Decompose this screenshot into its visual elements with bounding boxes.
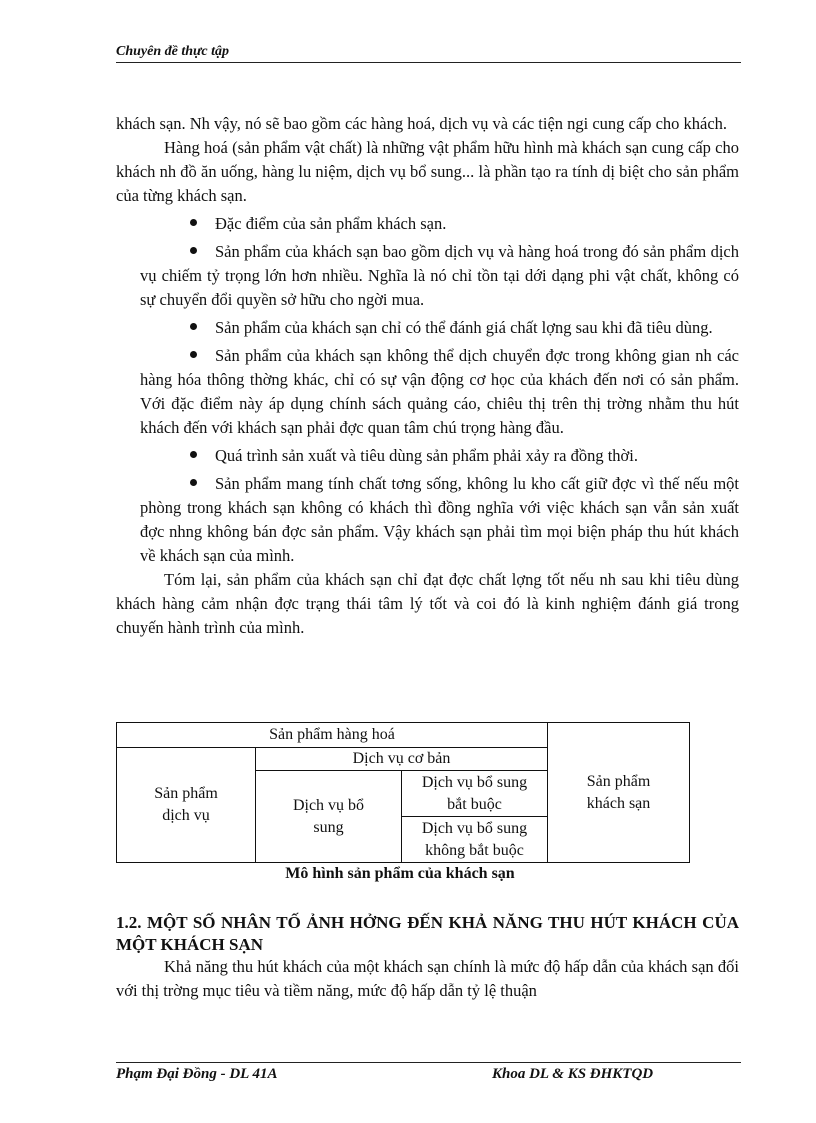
bullet-item bbox=[140, 444, 739, 468]
bullet-icon bbox=[190, 479, 197, 486]
hotel-product-cell: Sản phẩm khách sạn bbox=[547, 722, 690, 863]
bullet-text: Đặc điểm của sản phẩm khách sạn. bbox=[215, 214, 447, 233]
bullet-icon bbox=[190, 247, 197, 254]
bullet-text: Sản phẩm mang tính chất tơng sống, không lu kho cất giữ đợc vì thế nếu một phòng trong khách sạn không có khách thì đồng nghĩa với việc khách sạn vẫn sản xuất đợc nhng không bán đợc sản phẩm. Vậy khách sạn phải tìm mọi biện pháp thu hút khách về khách sạn của mình. bbox=[140, 474, 739, 565]
bullet-icon bbox=[190, 451, 197, 458]
mandatory-extra-cell: Dịch vụ bổ sung bắt buộc bbox=[401, 770, 548, 817]
bullet-item bbox=[140, 316, 739, 340]
diagram-caption: Mô hình sản phẩm của khách sạn bbox=[285, 865, 515, 882]
bullet-icon bbox=[190, 351, 197, 358]
header-divider bbox=[116, 62, 741, 63]
footer-divider bbox=[116, 1062, 741, 1063]
goods-cell: Sản phẩm hàng hoá bbox=[116, 722, 548, 748]
summary-paragraph: Tóm lại, sản phẩm của khách sạn chỉ đạt đợc chất lợng tốt nếu nh sau khi tiêu dùng khách hàng cảm nhận đợc trạng thái tâm lý tốt và coi đó là kinh nghiệm đánh giá trong chuyến hành trình của mình. bbox=[116, 570, 739, 637]
bullet-item bbox=[140, 472, 739, 568]
body-content bbox=[116, 112, 739, 640]
extra-service-cell: Dịch vụ bổ sung bbox=[255, 770, 402, 863]
paragraph-1: khách sạn. Nh vậy, nó sẽ bao gồm các hàng hoá, dịch vụ và các tiện ngi cung cấp cho khách. bbox=[116, 114, 728, 133]
bullet-icon bbox=[190, 323, 197, 330]
bullet-text: Quá trình sản xuất và tiêu dùng sản phẩm phải xảy ra đồng thời. bbox=[215, 446, 638, 465]
page-header: Chuyên đề thực tập bbox=[116, 44, 230, 59]
footer-faculty: Khoa DL & KS ĐHKTQD bbox=[492, 1066, 654, 1082]
paragraph-2: Hàng hoá (sản phẩm vật chất) là những vật phẩm hữu hình mà khách sạn cung cấp cho khách nh đồ ăn uống, hàng lu niệm, dịch vụ bổ sung... là phần tạo ra tính dị biệt cho sản phẩm của từng khách sạn. bbox=[116, 138, 739, 205]
bullet-item bbox=[140, 240, 739, 312]
section-heading: 1.2. MỘT SỐ NHÂN TỐ ẢNH HỞNG ĐẾN KHẢ NĂNG THU HÚT KHÁCH CỦA MỘT KHÁCH SẠN bbox=[116, 913, 739, 954]
hotel-product-diagram bbox=[116, 722, 690, 862]
bullet-text: Sản phẩm của khách sạn không thể dịch chuyển đợc trong không gian nh các hàng hóa thông thờng khác, chỉ có sự vận động cơ học của khách đến nơi có sản phẩm. Với đặc điểm này áp dụng chính sách quảng cáo, chiêu thị trên thị trờng nhằm thu hút khách đến với khách sạn phải đợc quan tâm chú trọng hàng đầu. bbox=[140, 346, 739, 437]
bullet-item bbox=[140, 344, 739, 440]
bullet-text: Sản phẩm của khách sạn chỉ có thể đánh giá chất lợng sau khi đã tiêu dùng. bbox=[215, 318, 713, 337]
footer-author: Phạm Đại Đồng - DL 41A bbox=[116, 1066, 278, 1082]
bullet-text: Sản phẩm của khách sạn bao gồm dịch vụ và hàng hoá trong đó sản phẩm dịch vụ chiếm tỷ trọng lớn hơn nhiều. Nghĩa là nó chỉ tồn tại dới dạng phi vật chất, không có sự chuyển đổi quyền sở hữu cho ngời mua. bbox=[140, 242, 739, 309]
optional-extra-cell: Dịch vụ bổ sung không bắt buộc bbox=[401, 816, 548, 863]
bullet-icon bbox=[190, 219, 197, 226]
service-product-cell: Sản phẩm dịch vụ bbox=[116, 747, 256, 863]
bullet-item bbox=[140, 212, 739, 236]
section-paragraph: Khả năng thu hút khách của một khách sạn chính là mức độ hấp dẫn của khách sạn đối với thị trờng mục tiêu và tiềm năng, mức độ hấp dẫn tỷ lệ thuận bbox=[116, 957, 739, 1000]
basic-service-cell: Dịch vụ cơ bản bbox=[255, 747, 548, 771]
